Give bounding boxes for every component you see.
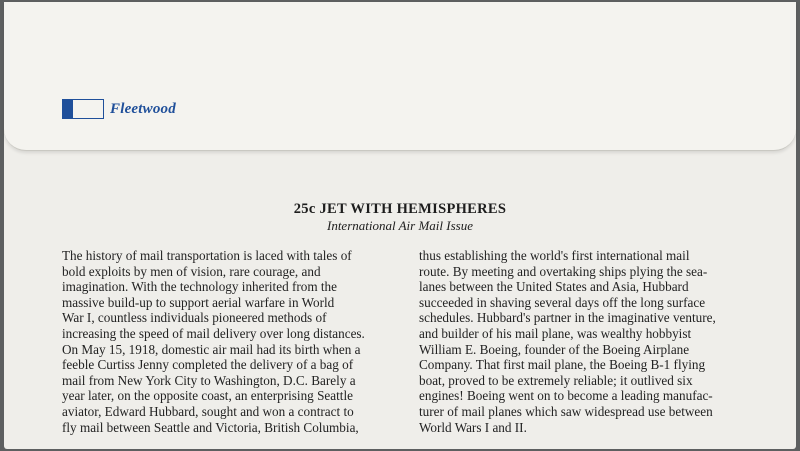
- text-line: bold exploits by men of vision, rare courage, and: [62, 263, 321, 279]
- text-line: massive build-up to support aerial warfare in World: [62, 294, 335, 310]
- text-column-right: [419, 248, 749, 435]
- text-line: imagination. With the technology inherited from the: [62, 279, 337, 295]
- text-line: aviator, Edward Hubbard, sought and won a contract to: [62, 403, 354, 419]
- text-line: succeeded in shaving several days off the long surface: [419, 294, 706, 310]
- text-line: engines! Boeing went on to become a leading manufac-: [419, 388, 713, 404]
- text-line: increasing the speed of mail delivery over long distances.: [62, 325, 365, 341]
- issue-title: 25c JET WITH HEMISPHERES: [293, 201, 507, 217]
- logo-mark-icon: [62, 99, 104, 119]
- text-line: On May 15, 1918, domestic air mail had its birth when a: [62, 341, 361, 357]
- text-line: World Wars I and II.: [419, 419, 527, 435]
- text-line: feeble Curtiss Jenny completed the delivery of a bag of: [62, 357, 354, 373]
- text-line: boat, proved to be extremely reliable; it outlived six: [419, 372, 693, 388]
- envelope-back: [4, 2, 796, 449]
- text-line: and builder of his mail plane, was wealthy hobbyist: [419, 325, 692, 341]
- text-line: War I, countless individuals pioneered methods of: [62, 310, 327, 326]
- text-line: lanes between the United States and Asia, Hubbard: [419, 279, 689, 295]
- text-line: fly mail between Seattle and Victoria, British Columbia,: [62, 419, 359, 435]
- text-line: year later, on the opposite coast, an enterprising Seattle: [62, 388, 353, 404]
- text-line: William E. Boeing, founder of the Boeing Airplane: [419, 341, 690, 357]
- text-line: Company. That first mail plane, the Boeing B-1 flying: [419, 357, 706, 373]
- text-line: schedules. Hubbard's partner in the imaginative venture,: [419, 310, 716, 326]
- text-line: thus establishing the world's first international mail: [419, 248, 690, 263]
- text-line: The history of mail transportation is laced with tales of: [62, 248, 352, 263]
- issue-subtitle: International Air Mail Issue: [326, 218, 473, 233]
- text-column-left: [62, 248, 394, 435]
- text-line: turer of mail planes which saw widespread use between: [419, 403, 713, 419]
- fleetwood-logo: [62, 98, 176, 120]
- envelope-flap: [4, 2, 796, 151]
- brand-name: Fleetwood: [110, 100, 176, 117]
- text-line: route. By meeting and overtaking ships plying the sea-: [419, 263, 708, 279]
- text-line: mail from New York City to Washington, D.C. Barely a: [62, 372, 356, 388]
